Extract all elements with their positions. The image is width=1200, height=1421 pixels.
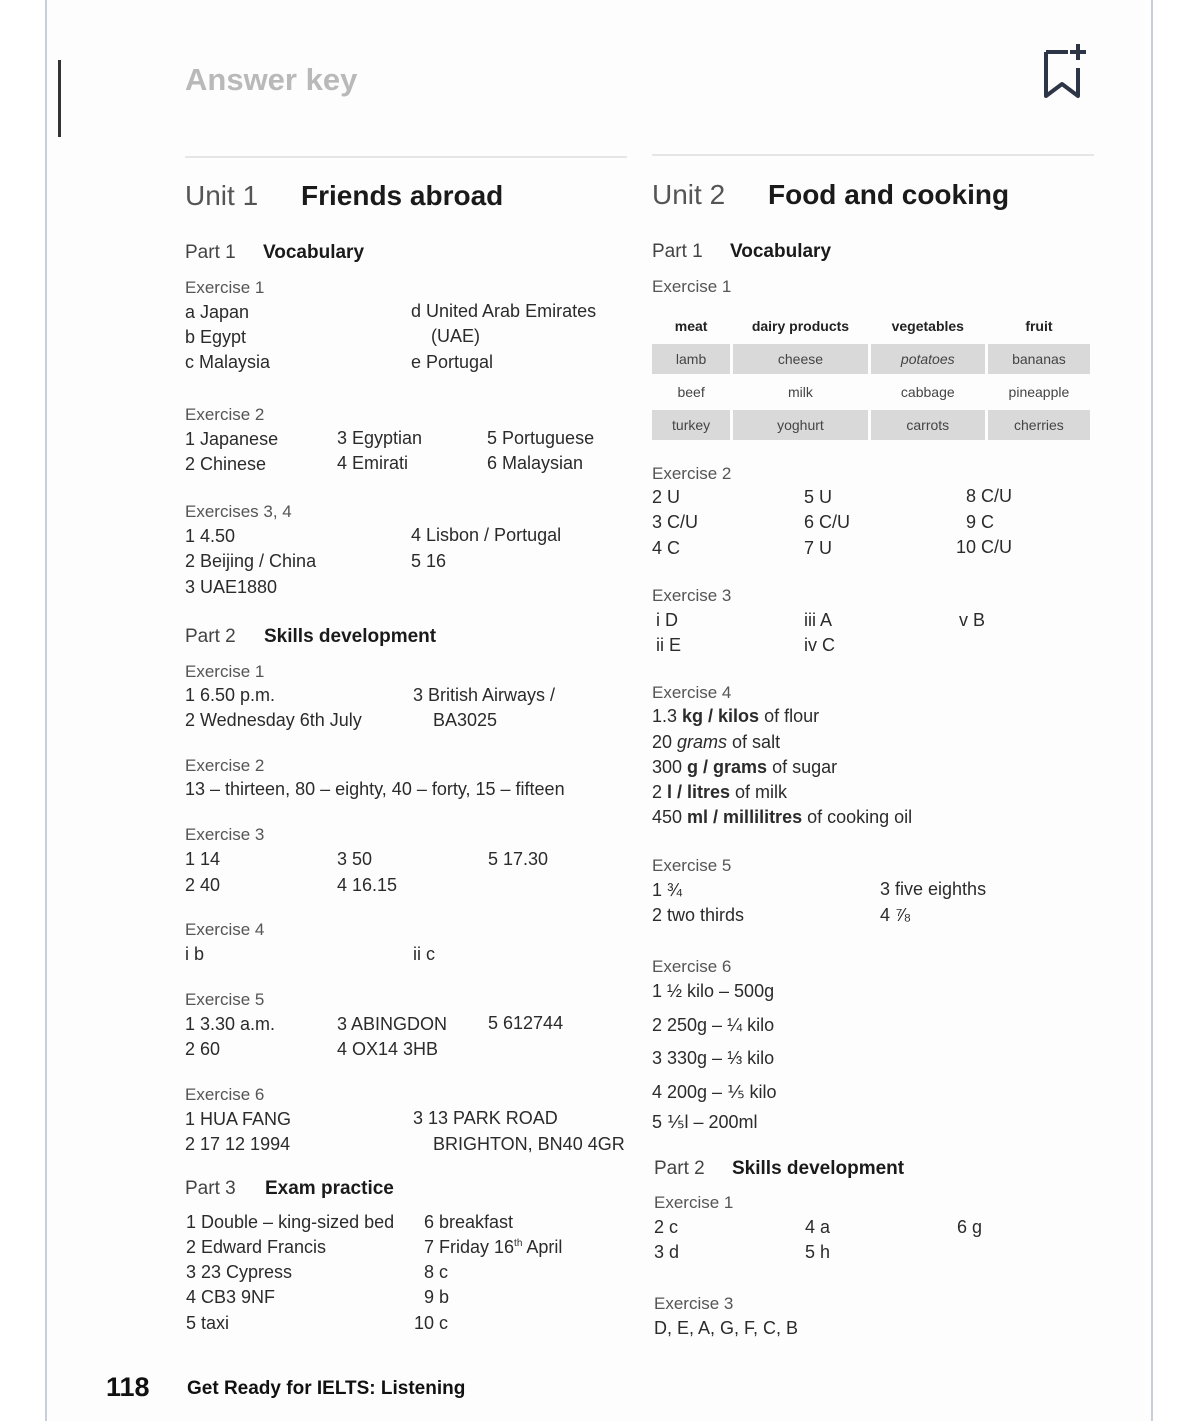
answer-item: 6 g [957,1217,983,1237]
part-number: Part 3 [185,1178,236,1199]
answer-item: 2 60 [185,1039,221,1059]
answer-item: 9 b [424,1287,450,1307]
exercise-label: Exercise 2 [185,756,265,775]
answer-item: i D [656,610,678,630]
book-title: Get Ready for IELTS: Listening [187,1378,466,1399]
answer-item: b Egypt [185,327,247,347]
unit-title: Food and cooking [768,179,1010,210]
food-category-table [649,308,1093,443]
page-header: Answer key [185,62,358,97]
answer-item: 1 ¾ [652,880,683,900]
table-cell: beef [677,384,705,400]
table-header-row [652,311,1090,341]
exercise-label: Exercise 5 [185,990,265,1009]
exercise-label: Exercise 3 [185,825,265,844]
add-bookmark-icon[interactable] [1040,42,1088,100]
table-cell: cherries [988,410,1090,440]
answer-item: ii c [413,944,435,964]
answer-text: of milk [730,782,788,802]
table-row [652,410,1090,440]
answer-item [424,1237,562,1258]
exercise-label: Exercises 3, 4 [185,502,292,521]
answer-item: 5 taxi [186,1313,230,1333]
part-title: Vocabulary [263,242,365,263]
answer-unit: kg / kilos [682,706,760,726]
exercise-label: Exercise 6 [652,957,732,976]
exercise-label: Exercise 6 [185,1085,265,1104]
exercise-label: Exercise 5 [652,856,732,875]
answer-item: 1 ½ kilo – 500g [652,981,775,1001]
part-number: Part 2 [654,1158,705,1179]
answer-item: 2 c [654,1217,679,1237]
answer-item: 1 3.30 a.m. [185,1014,276,1034]
exercise-label: Exercise 1 [654,1193,734,1212]
answer-item-text: April [522,1237,563,1257]
answer-item: 4 Lisbon / Portugal [411,525,562,545]
column-header: vegetables [891,318,964,334]
column-header: fruit [1025,318,1053,334]
answer-text: 300 [652,757,688,777]
answer-item: iv C [804,635,835,655]
answer-line [652,782,787,803]
table-cell: bananas [988,344,1090,374]
answer-item: i b [185,944,205,964]
answer-item: 3 Egyptian [337,428,423,448]
answer-item: ii E [656,635,682,655]
answer-text: 20 [652,732,678,752]
answer-item: 4 ⅞ [880,905,911,925]
answer-item: 2 two thirds [652,905,745,925]
exercise-label: Exercise 4 [652,683,732,702]
answer-text: of sugar [767,757,838,777]
answer-line [652,757,837,778]
table-cell: cheese [733,344,868,374]
part-number: Part 1 [185,242,236,263]
answer-item: 2 Beijing / China [185,551,317,571]
answer-item: 3 ABINGDON [337,1014,448,1034]
answer-text: of flour [759,706,820,726]
answer-item: 9 C [966,512,995,532]
table-cell: potatoes [871,344,985,374]
answer-item: 5 612744 [488,1013,564,1033]
ordinal-suffix: th [514,1238,523,1249]
answer-item: BA3025 [433,710,498,730]
answer-text: 2 [652,782,668,802]
answer-item: 5 ⅕l – 200ml [652,1112,758,1132]
answer-item: 5 Portuguese [487,428,595,448]
answer-item: 4 Emirati [337,453,409,473]
answer-item: 3 d [654,1242,680,1262]
part-title: Skills development [732,1158,905,1179]
part-title: Exam practice [265,1178,394,1199]
answer-item: 5 h [805,1242,831,1262]
table-cell: turkey [652,410,730,440]
part-number: Part 2 [185,626,236,647]
answer-item: 4 CB3 9NF [186,1287,276,1307]
answer-item: 10 c [414,1313,449,1333]
answer-item: 1 Double – king-sized bed [186,1212,395,1232]
divider [652,154,1094,156]
answer-item: d United Arab Emirates [411,301,597,321]
answer-item: 4 200g – ⅕ kilo [652,1082,777,1102]
answer-item: 8 c [424,1262,449,1282]
unit-title: Friends abroad [301,180,504,211]
answer-item: 6 breakfast [424,1212,514,1232]
answer-text: 450 [652,807,688,827]
answer-unit: l / litres [667,782,731,802]
exercise-label: Exercise 2 [185,405,265,424]
answer-item: 1 6.50 p.m. [185,685,276,705]
answer-item: 2 U [652,487,681,507]
table-cell: lamb [652,344,730,374]
answer-item: 3 330g – ⅓ kilo [652,1048,775,1068]
answer-item: 13 – thirteen, 80 – eighty, 40 – forty, 15 – fifteen [185,779,565,799]
answer-item: 3 British Airways / [413,685,556,705]
answer-item: 3 23 Cypress [186,1262,293,1282]
part-number: Part 1 [652,241,703,262]
exercise-label: Exercise 3 [652,586,732,605]
answer-item: 2 40 [185,875,221,895]
table-cell: yoghurt [733,410,868,440]
answer-text: 1.3 [652,706,683,726]
answer-unit: g / grams [687,757,768,777]
table-row [652,377,1090,407]
table-cell: pineapple [1008,384,1070,400]
unit-number: Unit 1 [185,180,259,211]
table-cell: carrots [871,410,985,440]
answer-line [652,706,819,727]
unit-number: Unit 2 [652,179,726,210]
answer-item: 3 50 [337,849,373,869]
answer-unit: grams [677,732,728,752]
answer-item: 4 16.15 [337,875,398,895]
divider [185,156,627,158]
answer-item: 2 250g – ¼ kilo [652,1015,775,1035]
answer-item: 4 OX14 3HB [337,1039,439,1059]
answer-item: D, E, A, G, F, C, B [654,1318,799,1338]
column-header: dairy products [751,318,850,334]
answer-item: 5 17.30 [488,849,549,869]
answer-item: (UAE) [431,326,480,346]
edge-mark [58,60,61,137]
answer-item: 4 a [805,1217,831,1237]
answer-item: e Portugal [411,352,494,372]
answer-item: a Japan [185,302,250,322]
page-number: 118 [106,1372,150,1402]
answer-item: 4 C [652,538,681,558]
answer-item: iii A [804,610,833,630]
part-title: Skills development [264,626,437,647]
answer-item: 3 13 PARK ROAD [413,1108,558,1128]
answer-item: 3 five eighths [880,879,987,899]
answer-item: 10 C/U [956,537,1013,557]
exercise-label: Exercise 1 [652,277,732,296]
answer-text: of cooking oil [802,807,913,827]
answer-item: 7 U [804,538,833,558]
answer-item: 1 14 [185,849,221,869]
answer-line [652,732,780,753]
answer-item: 2 Wednesday 6th July [185,710,362,730]
answer-item-text: 7 Friday 16 [424,1237,515,1257]
table-cell: milk [788,384,813,400]
answer-text: of salt [727,732,781,752]
answer-item: 6 C/U [804,512,851,532]
exercise-label: Exercise 1 [185,662,265,681]
answer-item: 1 Japanese [185,429,279,449]
column-header: meat [674,318,708,334]
answer-item: BRIGHTON, BN40 4GR [433,1134,625,1154]
table-row [652,344,1090,374]
answer-item: 2 Chinese [185,454,267,474]
answer-item: 1 4.50 [185,526,236,546]
answer-unit: ml / millilitres [687,807,803,827]
answer-item: 1 HUA FANG [185,1109,292,1129]
answer-item: 2 17 12 1994 [185,1134,291,1154]
exercise-label: Exercise 3 [654,1294,734,1313]
answer-item: c Malaysia [185,352,271,372]
answer-item: v B [959,610,986,630]
part-title: Vocabulary [730,241,832,262]
answer-item: 2 Edward Francis [186,1237,327,1257]
exercise-label: Exercise 1 [185,278,265,297]
answer-item: 5 16 [411,551,447,571]
answer-item: 6 Malaysian [487,453,584,473]
exercise-label: Exercise 4 [185,920,265,939]
answer-line [652,807,912,828]
answer-item: 5 U [804,487,833,507]
answer-item: 3 C/U [652,512,699,532]
answer-item: 8 C/U [966,486,1013,506]
exercise-label: Exercise 2 [652,464,732,483]
answer-item: 3 UAE1880 [185,577,278,597]
table-cell: cabbage [900,384,955,400]
